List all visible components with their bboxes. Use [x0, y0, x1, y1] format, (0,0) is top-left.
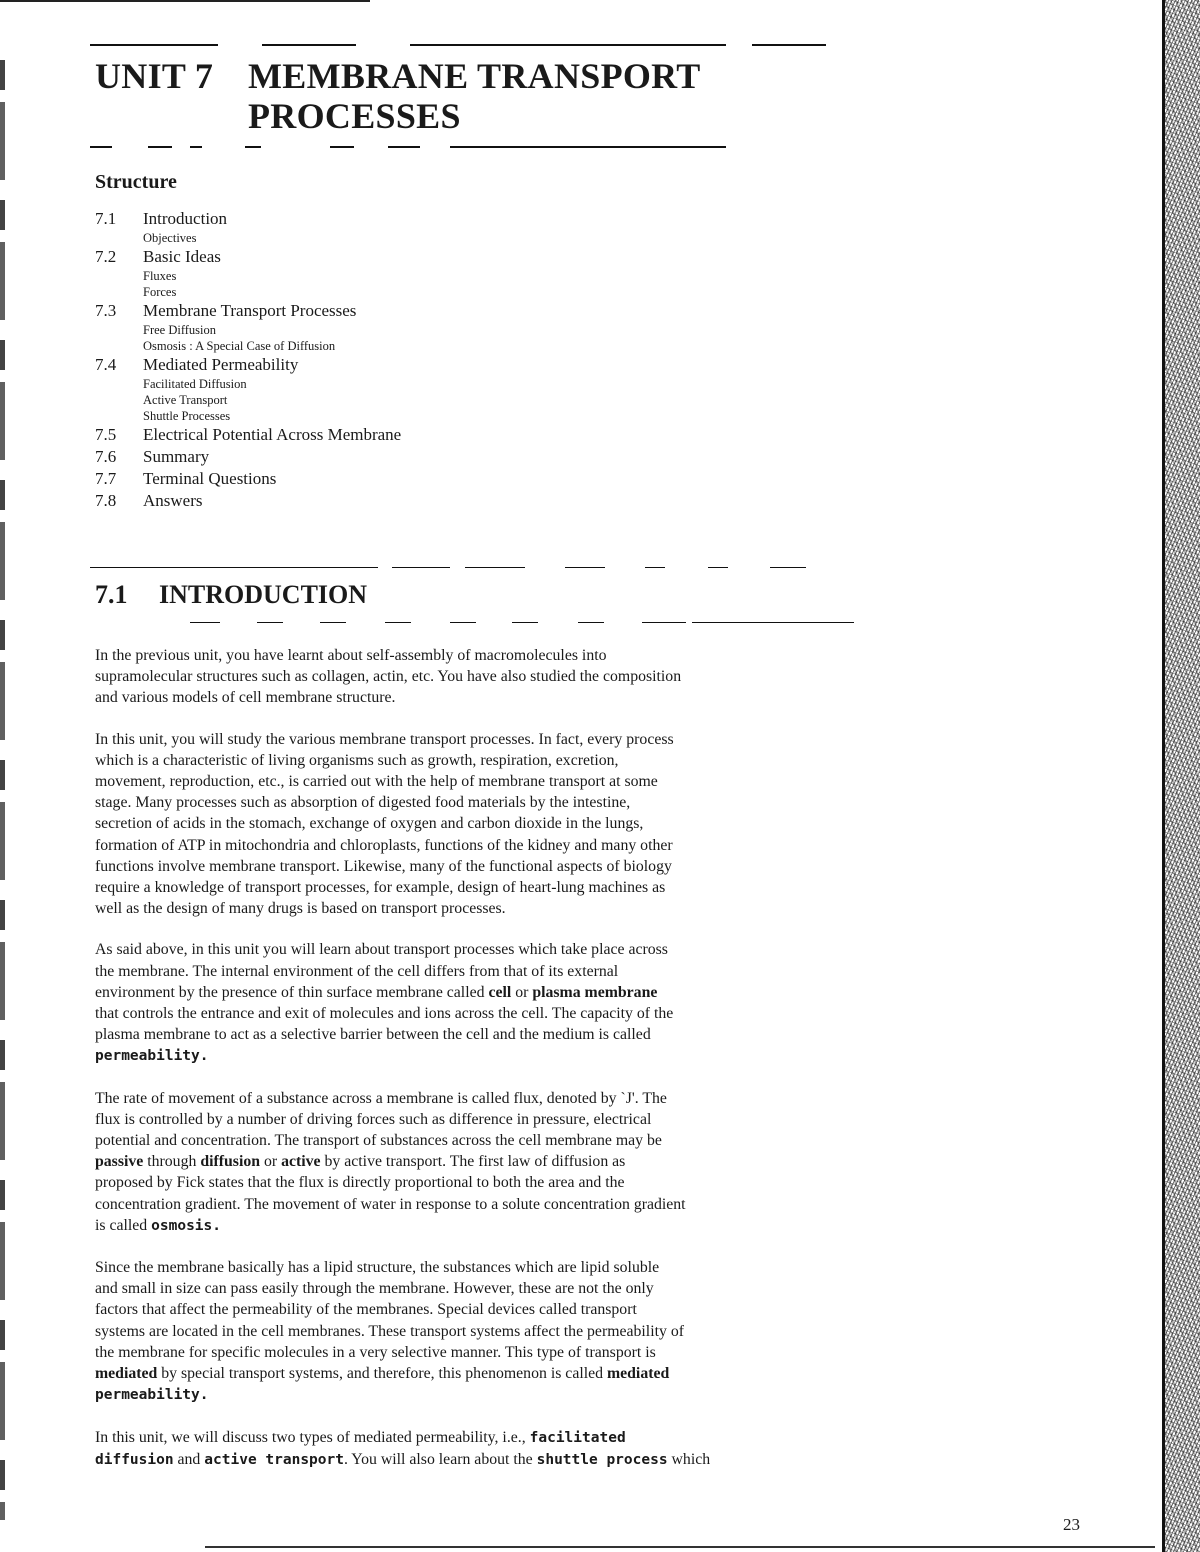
text-line	[95, 835, 830, 856]
text-segment: In the previous unit, you have learnt about self-assembly of macromolecules into	[95, 647, 607, 664]
toc-item-label: Membrane Transport Processes	[143, 301, 357, 320]
paragraph	[95, 645, 830, 709]
section-title: INTRODUCTION	[159, 580, 368, 609]
text-segment: As said above, in this unit you will learn about transport processes which take place across	[95, 941, 668, 959]
text-segment: and	[173, 1450, 205, 1468]
text-segment: systems are located in the cell membranes. These transport systems affect the permeability of	[95, 1322, 684, 1340]
text-line	[95, 982, 830, 1003]
key-term: facilitated	[529, 1429, 626, 1446]
text-segment: which	[667, 1450, 711, 1468]
toc-subitem: Active Transport	[143, 393, 228, 407]
text-line	[95, 1427, 830, 1449]
toc-item	[95, 300, 695, 354]
bold-term: diffusion	[200, 1153, 261, 1171]
text-segment: environment by the presence of thin surface membrane called	[95, 983, 489, 1001]
text-line	[95, 939, 830, 960]
text-line	[95, 666, 830, 687]
page-number: 23	[1063, 1515, 1080, 1534]
text-segment: concentration gradient. The movement of water in response to a solute concentration gradient	[95, 1195, 686, 1213]
toc-item-number: 7.3	[95, 301, 117, 320]
text-line	[95, 898, 830, 919]
text-segment: . You will also learn about the	[343, 1450, 537, 1468]
toc-item-number: 7.6	[95, 447, 117, 466]
text-line	[95, 729, 830, 750]
text-line	[95, 1109, 830, 1130]
toc-item-label: Mediated Permeability	[143, 355, 299, 374]
text-segment: plasma membrane to act as a selective barrier between the cell and the medium is called	[95, 1026, 651, 1044]
text-segment: and various models of cell membrane structure.	[95, 689, 396, 707]
text-line	[95, 1299, 830, 1320]
bold-term: passive	[95, 1153, 144, 1171]
toc-item	[95, 446, 695, 468]
structure-heading: Structure	[95, 171, 177, 193]
text-segment: functions involve membrane transport. Likewise, many of the functional aspects of biology	[95, 857, 672, 875]
top-rule	[0, 0, 370, 2]
text-line	[95, 1363, 830, 1384]
text-segment: proposed by Fick states that the flux is directly proportional to both the area and the	[95, 1174, 625, 1192]
text-line	[95, 687, 830, 708]
text-line	[95, 1024, 830, 1045]
text-segment: The rate of movement of a substance across a membrane is called flux, denoted by `J'. The	[95, 1089, 667, 1107]
section-number: 7.1	[95, 580, 128, 609]
text-line	[95, 813, 830, 834]
toc-subitem: Fluxes	[143, 269, 177, 283]
text-segment: require a knowledge of transport processes, for example, design of heart-lung machines as	[95, 879, 666, 897]
text-segment: supramolecular structures such as collagen, actin, etc. You have also studied the composition	[95, 668, 682, 686]
toc-item-label: Answers	[143, 491, 203, 510]
toc-subitem: Free Diffusion	[143, 323, 217, 337]
toc-subitem: Forces	[143, 285, 177, 299]
text-line	[95, 856, 830, 877]
toc-item	[95, 246, 695, 300]
bottom-rule	[205, 1546, 1155, 1548]
text-segment: flux is controlled by a number of driving forces such as difference in pressure, electrical	[95, 1110, 652, 1128]
text-segment: or	[260, 1153, 282, 1171]
key-term: osmosis.	[151, 1217, 221, 1234]
text-line	[95, 1278, 830, 1299]
text-segment: by active transport. The first law of diffusion as	[320, 1153, 626, 1171]
unit-number: UNIT 7	[95, 56, 214, 96]
text-segment: through	[143, 1153, 201, 1171]
text-segment: stage. Many processes such as absorption of digested food materials by the intestine,	[95, 794, 631, 812]
key-term: permeability.	[95, 1387, 209, 1404]
text-line	[95, 1215, 830, 1237]
unit-title-line2: PROCESSES	[248, 96, 461, 136]
toc-subitem: Osmosis : A Special Case of Diffusion	[143, 339, 336, 353]
text-segment: secretion of acids in the stomach, exchange of oxygen and carbon dioxide in the lungs,	[95, 815, 644, 833]
toc-item-number: 7.1	[95, 209, 117, 228]
text-segment: factors that affect the permeability of the membranes. Special devices called transport	[95, 1301, 637, 1319]
text-segment: movement, reproduction, etc., is carried out with the help of membrane transport at some	[95, 773, 658, 791]
toc-item	[95, 424, 695, 446]
toc-item	[95, 208, 695, 246]
paragraph	[95, 1088, 830, 1237]
toc-item-label: Basic Ideas	[143, 247, 221, 266]
text-segment: potential and concentration. The transport of substances across the cell membrane may be	[95, 1132, 662, 1150]
unit-name	[248, 56, 701, 136]
toc-item	[95, 468, 695, 490]
toc-item	[95, 354, 695, 424]
text-segment: Since the membrane basically has a lipid structure, the substances which are lipid soluble	[95, 1259, 660, 1277]
bold-term: mediated	[95, 1365, 158, 1383]
toc-subitem: Facilitated Diffusion	[143, 377, 247, 391]
table-of-contents	[95, 208, 695, 512]
toc-item	[95, 490, 695, 512]
text-line	[95, 750, 830, 771]
text-segment: which is a characteristic of living organisms such as growth, respiration, excretion,	[95, 751, 619, 769]
toc-item-label: Electrical Potential Across Membrane	[143, 425, 402, 444]
text-line	[95, 1130, 830, 1151]
text-line	[95, 1257, 830, 1278]
text-line	[95, 645, 830, 666]
text-line	[95, 1172, 830, 1193]
key-term: active transport	[204, 1451, 344, 1468]
paragraph	[95, 1257, 830, 1406]
body-text	[95, 645, 830, 1491]
text-line	[95, 1003, 830, 1024]
toc-item-number: 7.4	[95, 355, 117, 374]
text-line	[95, 1384, 830, 1406]
text-segment: the membrane for specific molecules in a very selective manner. This type of transport is	[95, 1343, 656, 1361]
text-segment: In this unit, we will discuss two types of mediated permeability, i.e.,	[95, 1428, 530, 1446]
text-segment: formation of ATP in mitochondria and chloroplasts, functions of the kidney and many other	[95, 836, 673, 854]
text-segment: the membrane. The internal environment of the cell differs from that of its external	[95, 962, 619, 980]
toc-item-label: Introduction	[143, 209, 228, 228]
text-line	[95, 771, 830, 792]
key-term: diffusion	[95, 1451, 174, 1468]
text-line	[95, 1449, 830, 1471]
bold-term: mediated	[606, 1365, 670, 1383]
toc-subitem: Shuttle Processes	[143, 409, 231, 423]
text-line	[95, 1321, 830, 1342]
bold-term: plasma membrane	[532, 983, 658, 1001]
paragraph	[95, 939, 830, 1067]
text-line	[95, 1194, 830, 1215]
toc-subitem: Objectives	[143, 231, 197, 245]
text-line	[95, 1342, 830, 1363]
text-line	[95, 792, 830, 813]
scan-left-edge	[0, 60, 5, 1520]
text-line	[95, 877, 830, 898]
scan-right-edge	[1162, 0, 1200, 1552]
text-segment: well as the design of many drugs is based on transport processes.	[95, 900, 506, 918]
text-line	[95, 1045, 830, 1067]
toc-item-number: 7.7	[95, 469, 117, 488]
text-line	[95, 961, 830, 982]
text-segment: or	[511, 983, 533, 1001]
text-segment: by special transport systems, and therefore, this phenomenon is called	[157, 1365, 607, 1383]
text-segment: In this unit, you will study the various membrane transport processes. In fact, every process	[95, 730, 674, 748]
bold-term: active	[281, 1153, 321, 1171]
text-line	[95, 1088, 830, 1109]
key-term: shuttle process	[536, 1451, 668, 1468]
toc-item-number: 7.5	[95, 425, 117, 444]
toc-item-number: 7.2	[95, 247, 117, 266]
text-segment: that controls the entrance and exit of molecules and ions across the cell. The capacity of the	[95, 1005, 674, 1023]
text-segment: and small in size can pass easily through the membrane. However, these are not the only	[95, 1280, 654, 1298]
toc-item-number: 7.8	[95, 491, 117, 510]
toc-item-label: Terminal Questions	[143, 469, 277, 488]
paragraph	[95, 729, 830, 920]
text-segment: is called	[95, 1216, 152, 1234]
unit-title-line1: MEMBRANE TRANSPORT	[248, 56, 701, 96]
bold-term: cell	[488, 983, 512, 1001]
toc-item-label: Summary	[143, 447, 210, 466]
text-line	[95, 1151, 830, 1172]
paragraph	[95, 1427, 830, 1471]
key-term: permeability.	[95, 1048, 209, 1065]
